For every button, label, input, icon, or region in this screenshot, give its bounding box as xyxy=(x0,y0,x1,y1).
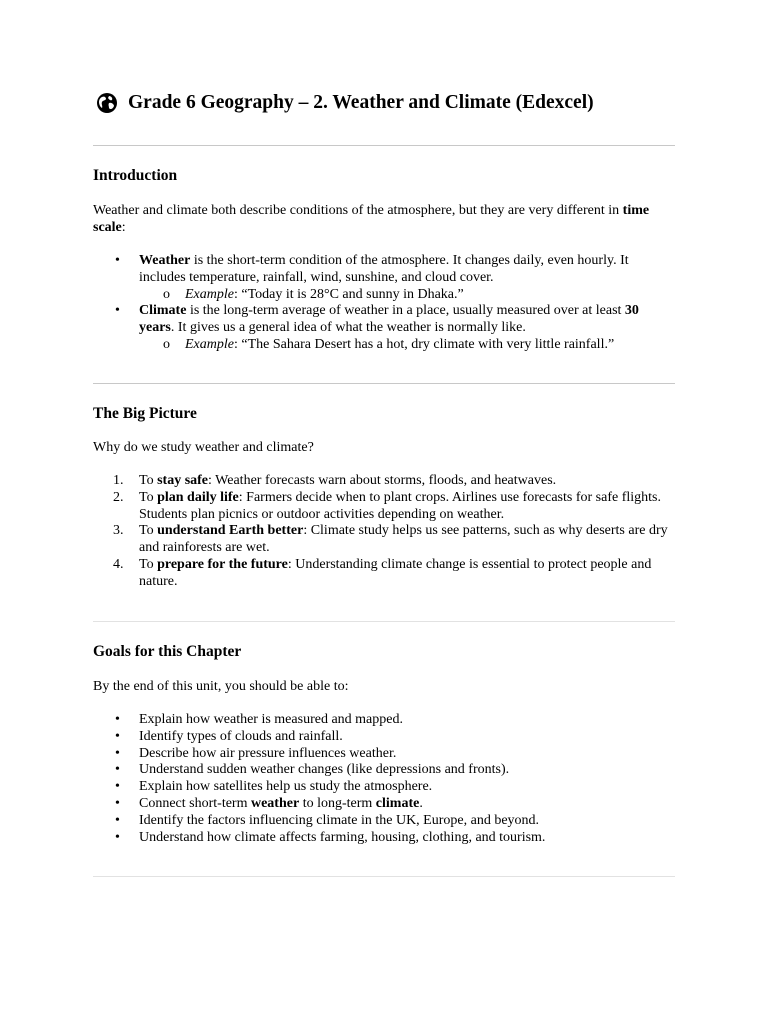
goals-lead: By the end of this unit, you should be able to: xyxy=(93,679,349,694)
goal-text: . xyxy=(419,795,423,811)
list-item: • Understand sudden weather changes (like depressions and fronts). xyxy=(93,762,675,779)
list-item-weather xyxy=(93,253,675,303)
goal-bold-weather: weather xyxy=(250,795,300,811)
list-item xyxy=(93,473,675,490)
globe-icon xyxy=(96,92,118,114)
goals-list xyxy=(93,712,675,846)
weather-example xyxy=(139,287,675,304)
item-prefix: To xyxy=(139,489,158,505)
title-text: Grade 6 Geography – 2. Weather and Climate (Edexcel) xyxy=(128,92,594,113)
goal-text: Connect short-term xyxy=(139,795,251,811)
climate-example xyxy=(139,337,675,354)
climate-definition-a: is the long-term average of weather in a place, usually measured over at least xyxy=(186,303,625,319)
item-bold: plan daily life xyxy=(157,489,239,505)
item-prefix: To xyxy=(139,473,158,488)
list-item: • Explain how weather is measured and mapped. xyxy=(93,712,675,729)
intro-lead-text: Weather and climate both describe conditions of the atmosphere, but they are very different in xyxy=(93,203,620,218)
list-item xyxy=(93,523,675,557)
goals-heading: Goals for this Chapter xyxy=(93,643,242,660)
introduction-list xyxy=(93,253,675,354)
item-prefix: To xyxy=(139,523,158,539)
list-item: • Identify the factors influencing climate in the UK, Europe, and beyond. xyxy=(93,813,675,830)
list-item: • Explain how satellites help us study the atmosphere. xyxy=(93,779,675,796)
item-number: 1. xyxy=(113,473,124,488)
item-number: 3. xyxy=(113,523,124,539)
item-bold: stay safe xyxy=(157,473,209,488)
list-item: • Understand how climate affects farming, housing, clothing, and tourism. xyxy=(93,830,675,847)
big-picture-list xyxy=(93,473,675,591)
divider xyxy=(93,621,675,622)
item-number: 4. xyxy=(113,556,124,572)
example-text: : “The Sahara Desert has a hot, dry climate with very little rainfall.” xyxy=(233,336,615,352)
introduction-paragraph xyxy=(93,203,675,237)
weather-definition: is the short-term condition of the atmosphere. It changes daily, even hourly. It includes temperature, rainfall, wind, sunshine, and cloud cover. xyxy=(139,253,629,285)
item-number: 2. xyxy=(113,489,124,505)
climate-definition-bold: 30 years xyxy=(139,303,639,336)
list-item: • Describe how air pressure influences weather. xyxy=(93,746,675,763)
item-text: : Weather forecasts warn about storms, floods, and heatwaves. xyxy=(208,473,557,488)
climate-sublist xyxy=(139,337,675,354)
goal-text: to long-term xyxy=(299,795,376,811)
item-text: : Farmers decide when to plant crops. Airlines use forecasts for safe flights. Students plan picnics or outdoor activities depending on weather. xyxy=(139,489,661,522)
divider xyxy=(93,145,675,146)
example-label: Example xyxy=(185,286,234,302)
item-text: : Climate study helps us see patterns, such as why deserts are dry and rainforests are wet. xyxy=(139,523,668,556)
intro-lead-bold: time scale xyxy=(93,203,650,235)
weather-sublist xyxy=(139,287,675,304)
example-label: Example xyxy=(185,336,234,352)
big-picture-heading: The Big Picture xyxy=(93,405,197,422)
example-text: : “Today it is 28°C and sunny in Dhaka.” xyxy=(233,286,464,302)
list-item xyxy=(93,557,675,591)
divider xyxy=(93,383,675,384)
term-climate: Climate xyxy=(139,303,187,319)
introduction-heading: Introduction xyxy=(93,167,178,184)
item-text: : Understanding climate change is essential to protect people and nature. xyxy=(139,556,652,589)
item-bold: prepare for the future xyxy=(157,556,288,572)
list-item: • Identify types of clouds and rainfall. xyxy=(93,729,675,746)
term-weather: Weather xyxy=(139,253,191,268)
page-title xyxy=(96,89,594,117)
item-prefix: To xyxy=(139,556,158,572)
item-bold: understand Earth better xyxy=(157,523,304,539)
goal-bold-climate: climate xyxy=(375,795,420,811)
climate-definition-b: . It gives us a general idea of what the weather is normally like. xyxy=(170,320,526,336)
list-item-climate xyxy=(93,303,675,353)
list-item xyxy=(93,490,675,524)
list-item xyxy=(93,796,675,813)
big-picture-question: Why do we study weather and climate? xyxy=(93,440,314,455)
divider xyxy=(93,876,675,877)
intro-lead-end: : xyxy=(121,219,126,235)
